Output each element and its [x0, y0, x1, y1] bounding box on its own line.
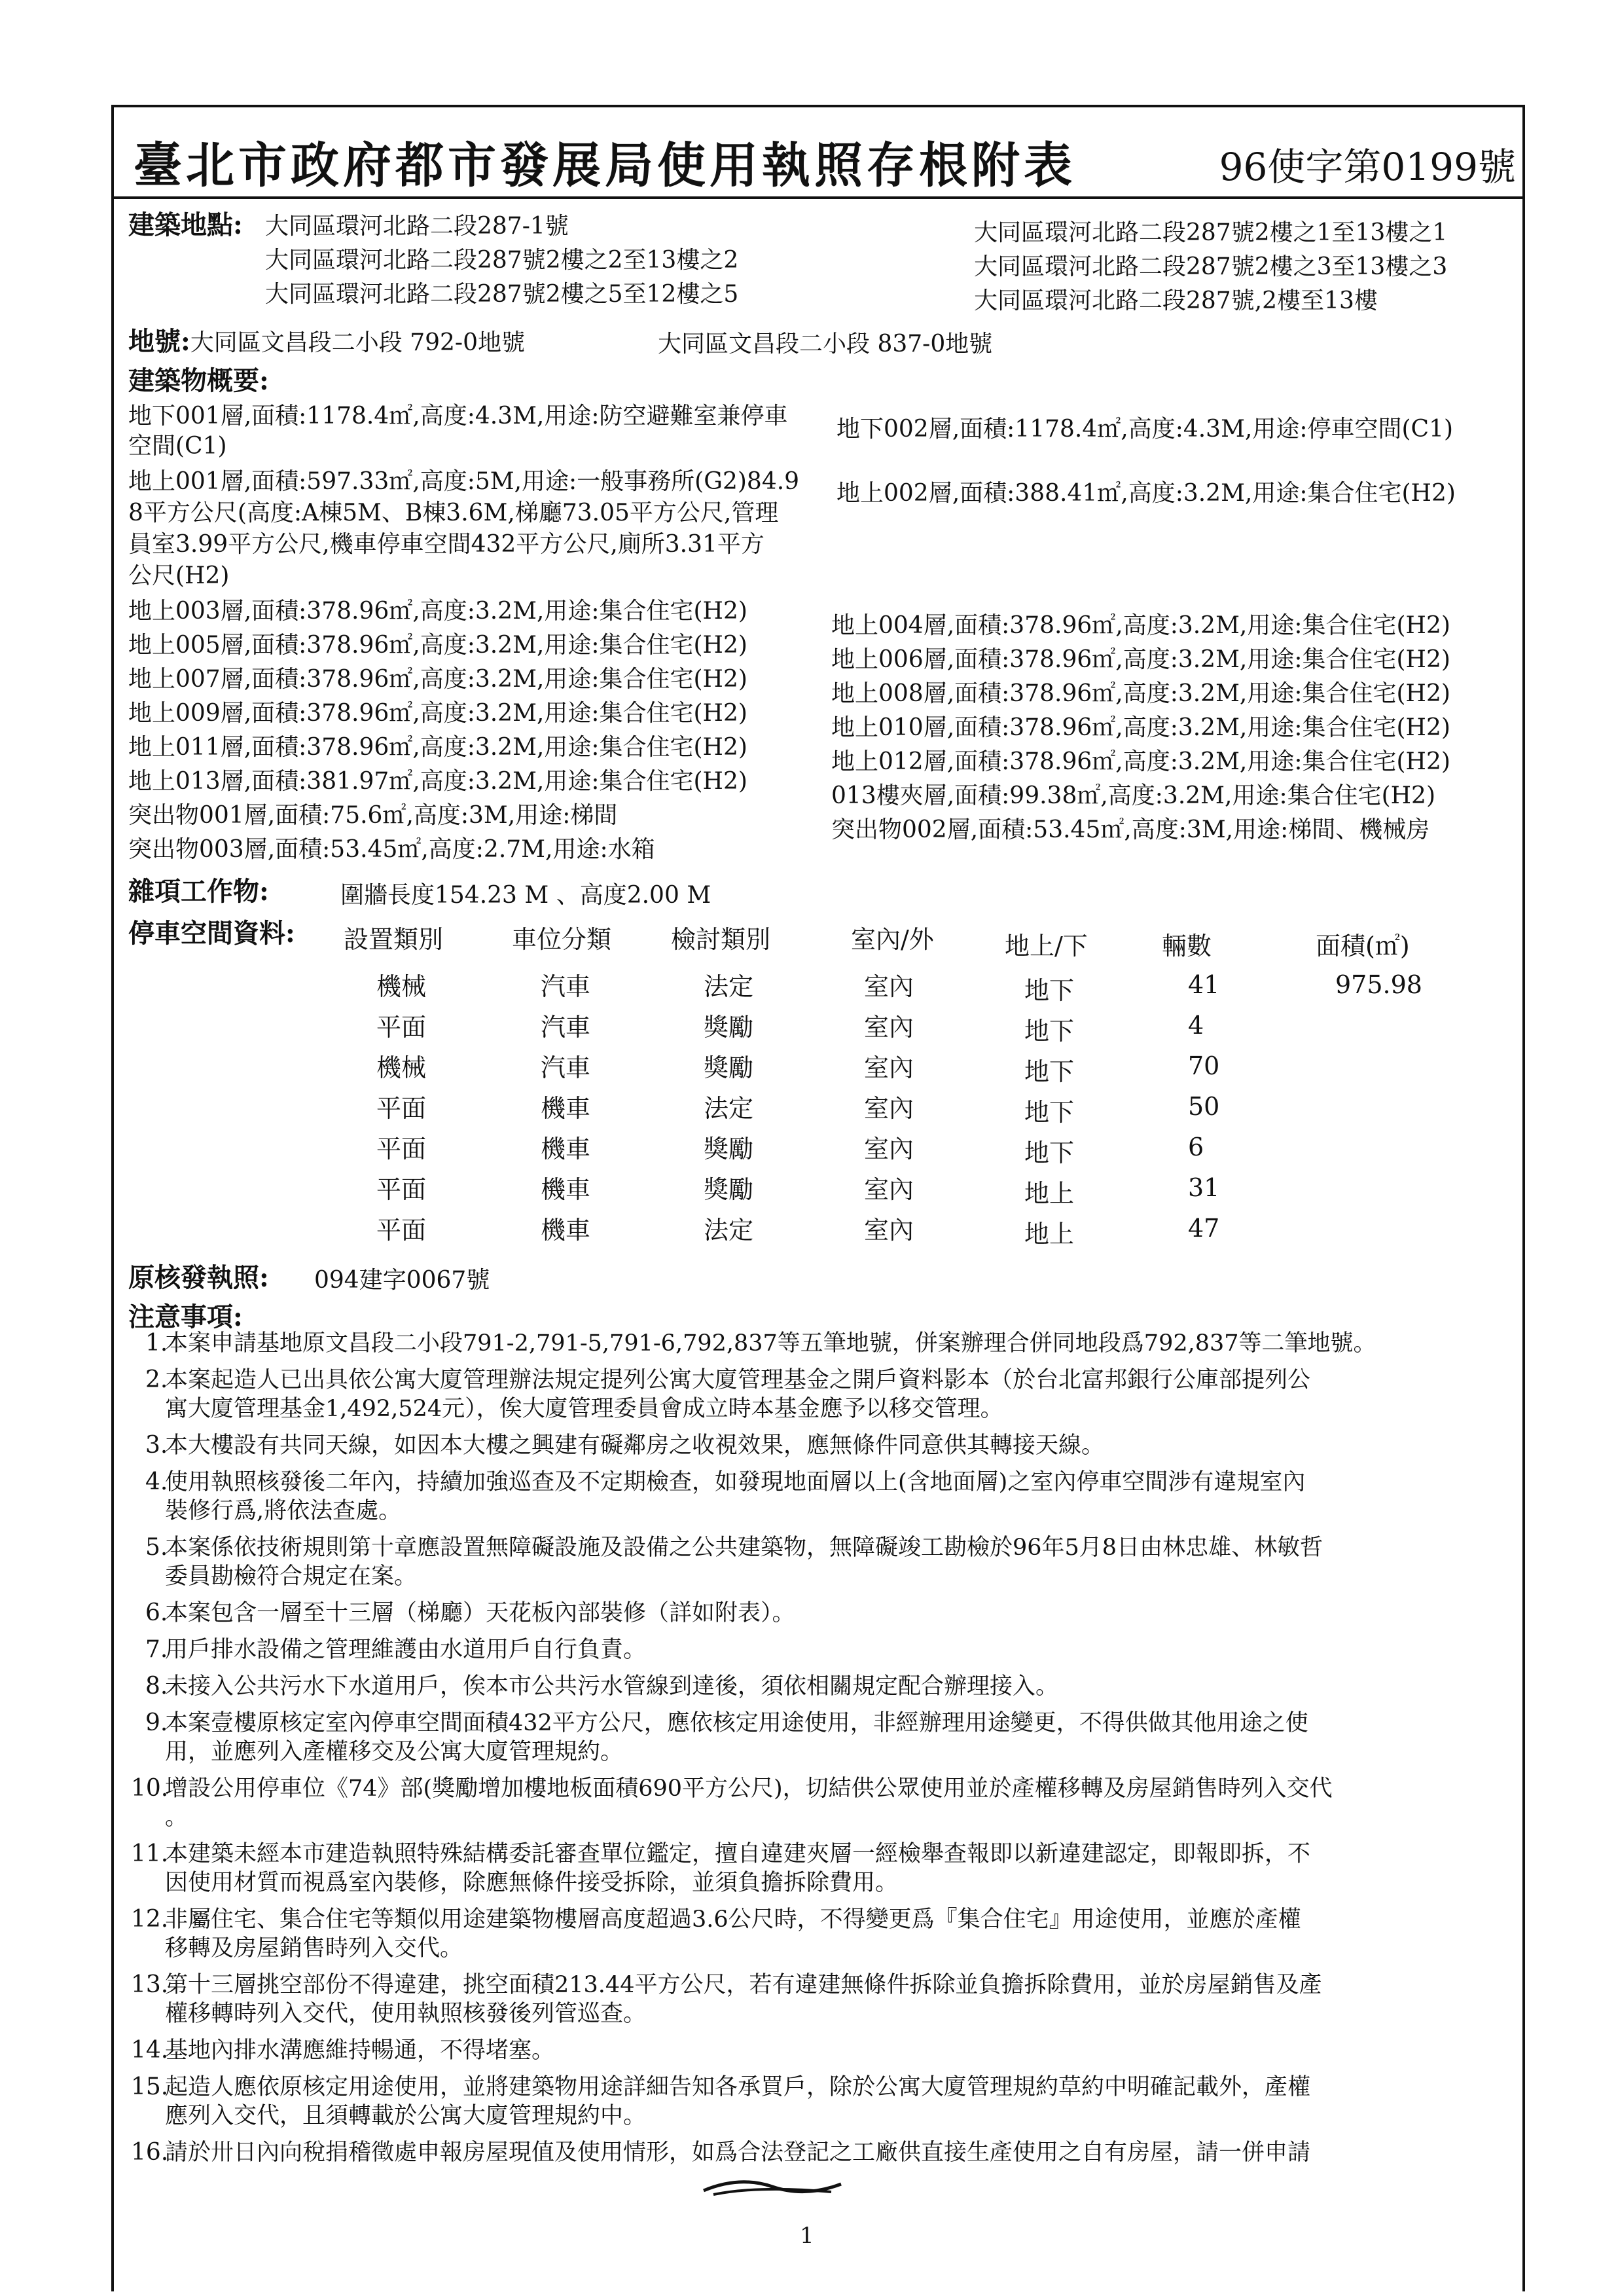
note-text: 用，並應列入產權移交及公寓大廈管理規約。 — [165, 1739, 624, 1765]
parking-cell: 機械 — [376, 1053, 427, 1082]
parking-cell: 汽車 — [541, 972, 591, 1001]
parking-header-cell: 室內/外 — [851, 925, 934, 954]
note-number: 14. — [131, 2037, 169, 2064]
parking-cell: 41 — [1188, 970, 1220, 999]
note-text: 基地內排水溝應維持暢通，不得堵塞。 — [165, 2037, 555, 2064]
parking-cell: 法定 — [704, 1094, 754, 1123]
overview-left-row: 地上007層,面積:378.96㎡,高度:3.2M,用途:集合住宅(H2) — [128, 666, 747, 693]
parking-cell: 平面 — [376, 1175, 427, 1204]
misc-label: 雜項工作物: — [128, 876, 269, 907]
parking-cell: 975.98 — [1335, 970, 1422, 999]
header-bar — [114, 107, 1522, 199]
note-text: 。 — [165, 1804, 189, 1831]
parking-cell: 31 — [1188, 1173, 1220, 1202]
note-text: 請於卅日內向稅捐稽徵處申報房屋現值及使用情形，如爲合法登記之工廠供直接生產使用之自有房屋，請一併申請 — [165, 2140, 1311, 2166]
address-right-1: 大同區環河北路二段287號2樓之1至13樓之1 — [974, 219, 1448, 246]
parking-label: 停車空間資料: — [128, 918, 295, 949]
note-number: 5. — [145, 1534, 168, 1561]
original-permit-row — [128, 1264, 269, 1294]
note-text: 非屬住宅、集合住宅等類似用途建築物樓層高度超過3.6公尺時，不得變更爲『集合住宅』用途使用，並應於產權 — [165, 1906, 1301, 1933]
address-left-3: 大同區環河北路二段287號2樓之5至12樓之5 — [265, 281, 739, 308]
note-text: 移轉及房屋銷售時列入交代。 — [165, 1935, 463, 1961]
overview-f1-line3: 員室3.99平方公尺,機車停車空間432平方公尺,廁所3.31平方 — [128, 531, 764, 558]
lot-right: 大同區文昌段二小段 837-0地號 — [658, 331, 993, 357]
address-label: 建築地點: — [128, 210, 243, 240]
note-text: 因使用材質而視爲室內裝修，除應無條件接受拆除，並須負擔拆除費用。 — [165, 1870, 899, 1896]
parking-cell: 平面 — [376, 1094, 427, 1123]
overview-b2: 地下002層,面積:1178.4㎡,高度:4.3M,用途:停車空間(C1) — [836, 416, 1454, 443]
overview-left-row: 地上005層,面積:378.96㎡,高度:3.2M,用途:集合住宅(H2) — [128, 632, 747, 659]
parking-cell: 地下 — [1024, 1057, 1075, 1086]
note-number: 9. — [145, 1709, 168, 1736]
parking-cell: 汽車 — [541, 1013, 591, 1042]
parking-header-cell: 設置類別 — [344, 925, 444, 954]
overview-b1-line2: 空間(C1) — [128, 433, 227, 460]
parking-cell: 獎勵 — [704, 1053, 754, 1082]
note-number: 15. — [131, 2073, 169, 2100]
note-text: 本案係依技術規則第十章應設置無障礙設施及設備之公共建築物，無障礙竣工勘檢於96年5月8日由林忠雄、林敏哲 — [165, 1535, 1323, 1561]
lot-label: 地號: — [128, 326, 190, 357]
address-left-2: 大同區環河北路二段287號2樓之2至13樓之2 — [265, 247, 739, 274]
original-permit-label: 原核發執照: — [128, 1262, 269, 1293]
parking-cell: 室內 — [864, 1175, 914, 1204]
signature-mark — [700, 2172, 844, 2198]
overview-label: 建築物概要: — [128, 365, 269, 396]
note-text: 本案包含一層至十三層（梯廳）天花板內部裝修（詳如附表）。 — [165, 1600, 795, 1626]
note-text: 本案申請基地原文昌段二小段791-2,791-5,791-6,792,837等五筆地號，併案辦理合併同地段爲792,837等二筆地號。 — [165, 1330, 1376, 1357]
note-text: 寓大廈管理基金1,492,524元），俟大廈管理委員會成立時本基金應予以移交管理。 — [165, 1396, 1003, 1422]
overview-left-row: 突出物001層,面積:75.6㎡,高度:3M,用途:梯間 — [128, 802, 618, 829]
parking-cell: 汽車 — [541, 1053, 591, 1082]
parking-header-cell: 輛數 — [1162, 932, 1212, 960]
parking-cell: 機車 — [541, 1094, 591, 1123]
overview-left-row: 地上011層,面積:378.96㎡,高度:3.2M,用途:集合住宅(H2) — [128, 734, 747, 761]
note-text: 本案起造人已出具依公寓大廈管理辦法規定提列公寓大廈管理基金之開戶資料影本（於台北富邦銀行公庫部提列公 — [165, 1367, 1311, 1393]
parking-cell: 機械 — [376, 972, 427, 1001]
note-text: 應列入交代，且須轉載於公寓大廈管理規約中。 — [165, 2103, 647, 2129]
parking-header-cell: 地上/下 — [1005, 932, 1088, 960]
note-number: 4. — [145, 1468, 168, 1495]
overview-right-row: 地上006層,面積:378.96㎡,高度:3.2M,用途:集合住宅(H2) — [831, 646, 1450, 673]
parking-cell: 法定 — [704, 1216, 754, 1245]
notes-label: 注意事項: — [128, 1302, 243, 1332]
parking-header-cell: 車位分類 — [512, 925, 612, 954]
overview-right-row: 突出物002層,面積:53.45㎡,高度:3M,用途:梯間、機械房 — [831, 816, 1430, 843]
parking-cell: 47 — [1188, 1214, 1220, 1243]
note-text: 本大樓設有共同天線，如因本大樓之興建有礙鄰房之收視效果，應無條件同意供其轉接天線。 — [165, 1432, 1105, 1459]
permit-number: 96使字第0199號 — [1219, 145, 1516, 189]
page-number: 1 — [800, 2223, 814, 2249]
parking-cell: 室內 — [864, 1094, 914, 1123]
note-number: 12. — [131, 1906, 169, 1933]
parking-cell: 地下 — [1024, 976, 1075, 1005]
overview-left-row: 地上003層,面積:378.96㎡,高度:3.2M,用途:集合住宅(H2) — [128, 598, 747, 625]
parking-cell: 平面 — [376, 1135, 427, 1163]
overview-right-row: 013樓夾層,面積:99.38㎡,高度:3.2M,用途:集合住宅(H2) — [831, 782, 1435, 809]
note-number: 8. — [145, 1673, 168, 1700]
overview-right-row: 地上008層,面積:378.96㎡,高度:3.2M,用途:集合住宅(H2) — [831, 680, 1450, 707]
note-number: 3. — [145, 1432, 168, 1459]
parking-cell: 平面 — [376, 1216, 427, 1245]
parking-cell: 獎勵 — [704, 1135, 754, 1163]
overview-left-row: 地上013層,面積:381.97㎡,高度:3.2M,用途:集合住宅(H2) — [128, 768, 747, 795]
overview-b1-line1: 地下001層,面積:1178.4㎡,高度:4.3M,用途:防空避難室兼停車 — [128, 403, 788, 429]
note-text: 裝修行爲,將依法查處。 — [165, 1498, 402, 1524]
note-number: 11. — [131, 1840, 169, 1867]
note-text: 第十三層挑空部份不得違建，挑空面積213.44平方公尺，若有違建無條件拆除並負擔拆除費用，並於房屋銷售及產 — [165, 1972, 1322, 1998]
note-number: 6. — [145, 1599, 168, 1626]
note-number: 1. — [145, 1330, 168, 1357]
note-text: 未接入公共污水下水道用戶，俟本市公共污水管線到達後，須依相關規定配合辦理接入。 — [165, 1673, 1059, 1700]
parking-cell: 法定 — [704, 972, 754, 1001]
address-right-2: 大同區環河北路二段287號2樓之3至13樓之3 — [974, 253, 1448, 280]
parking-cell: 室內 — [864, 972, 914, 1001]
parking-cell: 地上 — [1024, 1179, 1075, 1208]
overview-left-row: 突出物003層,面積:53.45㎡,高度:2.7M,用途:水箱 — [128, 836, 655, 863]
note-text: 起造人應依原核定用途使用，並將建築物用途詳細告知各承買戶，除於公寓大廈管理規約草約中明確記載外，產權 — [165, 2074, 1311, 2100]
parking-cell: 獎勵 — [704, 1013, 754, 1042]
address-left-1: 大同區環河北路二段287-1號 — [265, 213, 569, 240]
lot-row — [128, 327, 525, 357]
parking-cell: 室內 — [864, 1013, 914, 1042]
overview-f2: 地上002層,面積:388.41㎡,高度:3.2M,用途:集合住宅(H2) — [836, 480, 1456, 507]
parking-cell: 獎勵 — [704, 1175, 754, 1204]
note-text: 用戶排水設備之管理維護由水道用戶自行負責。 — [165, 1637, 647, 1663]
parking-header-cell: 檢討類別 — [671, 925, 771, 954]
parking-cell: 機車 — [541, 1175, 591, 1204]
note-number: 10. — [131, 1775, 169, 1802]
document-title: 臺北市政府都市發展局使用執照存根附表 — [134, 137, 1076, 194]
parking-cell: 50 — [1188, 1092, 1220, 1121]
overview-f1-line1: 地上001層,面積:597.33㎡,高度:5M,用途:一般事務所(G2)84.9 — [128, 468, 800, 495]
note-text: 使用執照核發後二年內，持續加強巡查及不定期檢查，如發現地面層以上(含地面層)之室內停車空間涉有違規室內 — [165, 1469, 1306, 1495]
note-number: 7. — [145, 1636, 168, 1663]
parking-cell: 地上 — [1024, 1220, 1075, 1248]
note-text: 權移轉時列入交代，使用執照核發後列管巡查。 — [165, 2001, 647, 2027]
overview-right-row: 地上010層,面積:378.96㎡,高度:3.2M,用途:集合住宅(H2) — [831, 714, 1450, 741]
lot-left: 大同區文昌段二小段 792-0地號 — [190, 329, 525, 356]
parking-cell: 6 — [1188, 1133, 1204, 1161]
overview-right-row: 地上004層,面積:378.96㎡,高度:3.2M,用途:集合住宅(H2) — [831, 612, 1450, 639]
parking-cell: 室內 — [864, 1053, 914, 1082]
parking-cell: 地下 — [1024, 1139, 1075, 1167]
overview-left-row: 地上009層,面積:378.96㎡,高度:3.2M,用途:集合住宅(H2) — [128, 700, 747, 727]
note-text: 增設公用停車位《74》部(獎勵增加樓地板面積690平方公尺)，切結供公眾使用並於產權移轉及房屋銷售時列入交代 — [165, 1776, 1333, 1802]
note-text: 本建築未經本市建造執照特殊結構委託審查單位鑑定，擅自違建夾層一經檢舉查報即以新違建認定，即報即拆，不 — [165, 1841, 1311, 1867]
note-text: 本案壹樓原核定室內停車空間面積432平方公尺，應依核定用途使用，非經辦理用途變更，不得供做其他用途之使 — [165, 1710, 1308, 1736]
parking-cell: 70 — [1188, 1051, 1220, 1080]
overview-right-row: 地上012層,面積:378.96㎡,高度:3.2M,用途:集合住宅(H2) — [831, 748, 1450, 775]
parking-cell: 地下 — [1024, 1017, 1075, 1046]
note-text: 委員勘檢符合規定在案。 — [165, 1563, 418, 1590]
parking-cell: 機車 — [541, 1135, 591, 1163]
parking-cell: 機車 — [541, 1216, 591, 1245]
note-number: 13. — [131, 1971, 169, 1998]
overview-f1-line2: 8平方公尺(高度:A棟5M、B棟3.6M,梯廳73.05平方公尺,管理 — [128, 500, 779, 526]
note-number: 16. — [131, 2139, 169, 2166]
parking-cell: 室內 — [864, 1216, 914, 1245]
parking-cell: 平面 — [376, 1013, 427, 1042]
parking-cell: 室內 — [864, 1135, 914, 1163]
address-right-3: 大同區環河北路二段287號,2樓至13樓 — [974, 287, 1378, 314]
parking-cell: 地下 — [1024, 1098, 1075, 1127]
overview-f1-line4: 公尺(H2) — [128, 562, 230, 589]
parking-cell: 4 — [1188, 1011, 1204, 1040]
misc-value: 圍牆長度154.23 M 、高度2.00 M — [340, 882, 711, 909]
parking-header-cell: 面積(㎡) — [1316, 932, 1410, 960]
note-number: 2. — [145, 1366, 168, 1393]
original-permit-value: 094建字0067號 — [314, 1267, 490, 1294]
